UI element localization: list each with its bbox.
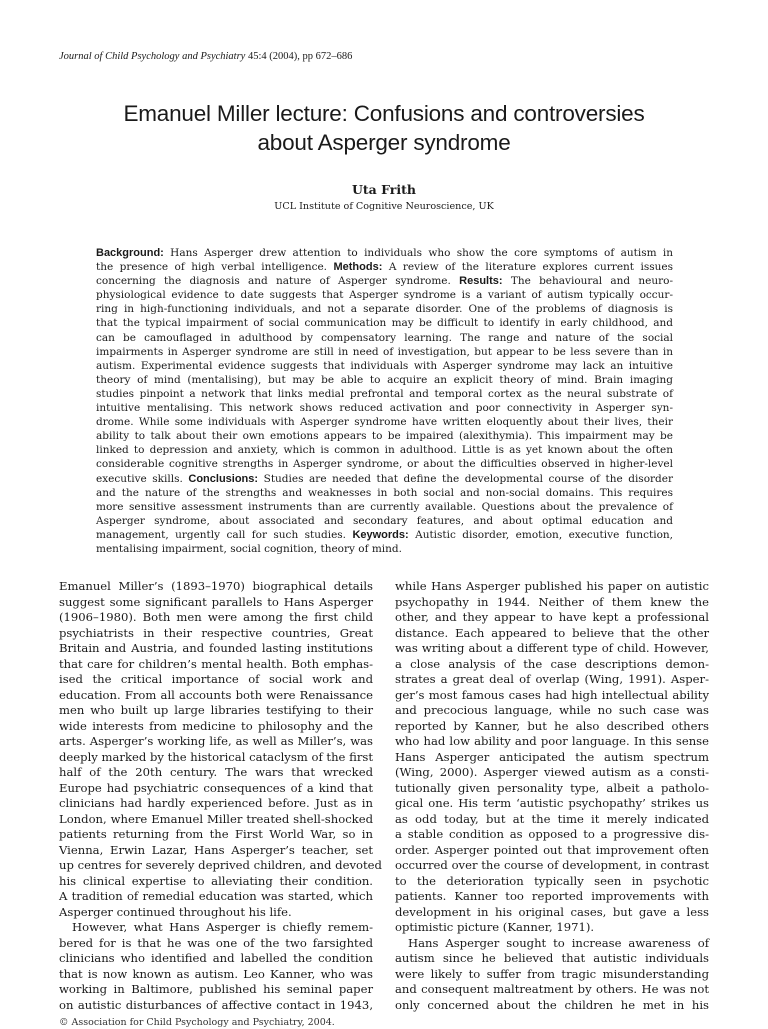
journal-volume-pages: 45:4 (2004), pp 672–686 (247, 51, 353, 62)
journal-name: Journal of Child Psychology and Psychiatry (59, 51, 246, 62)
body-line: (1906–1980). Both men were among the first child (59, 610, 373, 624)
body-line: as odd today, but at the time it merely indicated (395, 811, 709, 826)
abstract-line: management, urgently call for such studies. Keywords: Autistic disorder, emotion, executive function, (96, 528, 673, 541)
abstract-line: executive skills. Conclusions: Studies are needed that define the developmental course of the disorder (96, 472, 673, 485)
body-column-left (59, 579, 382, 1013)
body-line: psychiatrists in their respective countries, Great (59, 625, 373, 640)
body-line: clinicians who identified and labelled the condition (59, 951, 373, 965)
body-line: wide interests from medicine to philosophy and the (59, 718, 373, 733)
body-line: a stable condition as opposed to a progressive dis- (395, 827, 709, 841)
body-line: men who built up large libraries testifying to their (59, 703, 373, 717)
abstract-line: drome. While some individuals with Asperger syndrome have written eloquently about their lives, their (96, 416, 673, 429)
body-line: strates a great deal of overlap (Wing, 1991). Asper- (395, 672, 709, 686)
abstract-line: physiological evidence to date suggests that Asperger syndrome is a variant of autism typically occur- (96, 289, 673, 302)
body-line: Asperger continued throughout his life. (59, 904, 292, 919)
body-line: working in Baltimore, published his seminal paper (59, 982, 373, 996)
abstract-line: ability to talk about their own emotions appears to be impaired (alexithymia). This impairment may be (96, 430, 673, 443)
abstract-line: considerable cognitive strengths in Asperger syndrome, or about the difficulties observed in higher-level (96, 458, 673, 471)
body-line: order. Asperger pointed out that improvement often (395, 842, 709, 857)
body-line: a close analysis of the case descriptions demon- (395, 656, 709, 671)
abstract-line: the presence of high verbal intelligence. Methods: A review of the literature explores current issues (96, 261, 673, 274)
body-line: to the deterioration typically seen in psychotic (395, 873, 709, 888)
body-line: half of the 20th century. The wars that wrecked (59, 765, 373, 779)
body-line: on autistic disturbances of affective contact in 1943, (59, 997, 373, 1012)
body-line: suggest some significant parallels to Hans Asperger (59, 594, 373, 609)
abstract-line: Background: Hans Asperger drew attention to individuals who show the core symptoms of autism in (96, 247, 673, 259)
body-line: up centres for severely deprived children, and devoted (59, 858, 382, 872)
body-line: other, and they appear to have kept a professional (395, 610, 709, 624)
title-line-1: Emanuel Miller lecture: Confusions and controversies (123, 101, 645, 126)
body-line: and precocious language, while no such case was (395, 703, 709, 717)
body-line: (Wing, 2000). Asperger viewed autism as a consti- (395, 765, 709, 779)
conclusions-label: Conclusions: (188, 472, 259, 485)
article-title (60, 99, 708, 157)
body-line: optimistic picture (Kanner, 1971). (395, 920, 595, 934)
body-line: were likely to suffer from tragic misunderstanding (395, 966, 709, 981)
body-line: autism since he believed that autistic individuals (395, 951, 709, 965)
body-column-right (395, 579, 709, 1013)
body-line: Vienna, Erwin Lazar, Hans Asperger’s teacher, set (59, 842, 373, 857)
body-line: However, what Hans Asperger is chiefly remem- (72, 920, 373, 934)
journal-citation (59, 50, 659, 64)
body-line: A tradition of remedial education was started, which (59, 889, 373, 903)
body-line: education. From all accounts both were Renaissance (59, 687, 373, 702)
body-line: was writing about a different type of child. However, (395, 641, 709, 655)
body-line: Hans Asperger anticipated the autism spectrum (395, 749, 709, 764)
body-line: clinicians had hardly experienced before. Just as in (59, 796, 373, 810)
body-line: reported by Kanner, but he also described others (395, 718, 709, 733)
body-line: and consequent maltreatment by others. He was not (395, 982, 709, 996)
abstract-line: ring in high-functioning individuals, and not a separate disorder. One of the problems of diagnosis is (96, 303, 673, 316)
abstract-line: and the nature of the strengths and weaknesses in both social and non-social domains. This requires (96, 486, 673, 499)
body-line: gical one. His term ‘autistic psychopathy’ strikes us (395, 796, 709, 810)
abstract-line: linked to depression and anxiety, which is common in adulthood. Little is as yet known about the often (96, 444, 673, 457)
body-line: while Hans Asperger published his paper on autistic (395, 579, 709, 593)
author-name: Uta Frith (352, 182, 416, 197)
title-line-2: about Asperger syndrome (257, 130, 511, 155)
abstract-line: mentalising impairment, social cognition, theory of mind. (96, 542, 402, 555)
results-label: Results: (459, 275, 503, 288)
background-label: Background: (96, 247, 164, 259)
body-line: his clinical expertise to alleviating their condition. (59, 873, 373, 888)
body-line: ised the critical importance of social work and (59, 672, 373, 686)
body-line: distance. Each appeared to believe that the other (395, 625, 709, 640)
abstract-line: autism. Experimental evidence suggests that individuals with Asperger syndrome may lack an intuitive (96, 359, 673, 372)
abstract-line: theory of mind (mentalising), but may be able to acquire an explicit theory of mind. Brain imaging (96, 373, 673, 386)
abstract-line: can be camouflaged in adulthood by compensatory learning. The range and nature of the social (96, 331, 673, 344)
body-line: ger’s most famous cases had high intellectual ability (395, 687, 709, 702)
body-line: who had low ability and poor language. In this sense (395, 734, 709, 748)
body-line: patients returning from the First World War, so in (59, 827, 373, 841)
author-affiliation: UCL Institute of Cognitive Neuroscience, UK (274, 201, 494, 212)
body-line: only concerned about the children he met in his (395, 997, 709, 1012)
methods-label: Methods: (333, 261, 383, 274)
body-line: deeply marked by the historical cataclysm of the first (59, 749, 373, 764)
body-line: development in his original cases, but gave a less (395, 904, 709, 919)
body-line: Hans Asperger sought to increase awareness of (408, 935, 709, 950)
body-line: arts. Asperger’s working life, as well as Miller’s, was (59, 734, 373, 748)
body-line: occurred over the course of development, in contrast (395, 858, 709, 872)
body-line: London, where Emanuel Miller treated shell-shocked (59, 811, 373, 826)
body-line: Britain and Austria, and founded lasting institutions (59, 641, 373, 655)
body-line: that is now known as autism. Leo Kanner, who was (59, 966, 373, 981)
copyright-footer: © Association for Child Psychology and Psychiatry, 2004. (59, 1017, 335, 1028)
body-line: patients. Kanner too reported improvements with (395, 889, 709, 903)
abstract (96, 246, 673, 556)
abstract-line: that the typical impairment of social communication may be difficult to identify in early childhood, and (96, 317, 673, 330)
body-line: Europe had psychiatric consequences of a kind that (59, 780, 373, 795)
body-line: psychopathy in 1944. Neither of them knew the (395, 594, 709, 609)
abstract-line: more sensitive assessment instruments than are currently available. Questions about the prevalence of (96, 500, 673, 513)
abstract-line: impairments in Asperger syndrome are still in need of investigation, but appear to be less severe than in (96, 345, 673, 358)
abstract-line: intuitive mentalising. This network shows reduced activation and poor connectivity in Asperger syn- (96, 402, 673, 415)
abstract-line: concerning the diagnosis and nature of Asperger syndrome. Results: The behavioural and neuro- (96, 275, 673, 288)
abstract-line: Asperger syndrome, about associated and secondary features, and about optimal education and (96, 514, 673, 527)
keywords-label: Keywords: (352, 528, 409, 541)
body-line: tutionally given personality type, albeit a patholo- (395, 780, 709, 795)
body-line: bered for is that he was one of the two farsighted (59, 935, 373, 950)
body-line: Emanuel Miller’s (1893–1970) biographical details (59, 579, 373, 593)
abstract-line: studies pinpoint a network that links medial prefrontal and temporal cortex as the neural substrate of (96, 387, 673, 400)
body-line: that care for children’s mental health. Both emphas- (59, 656, 373, 671)
